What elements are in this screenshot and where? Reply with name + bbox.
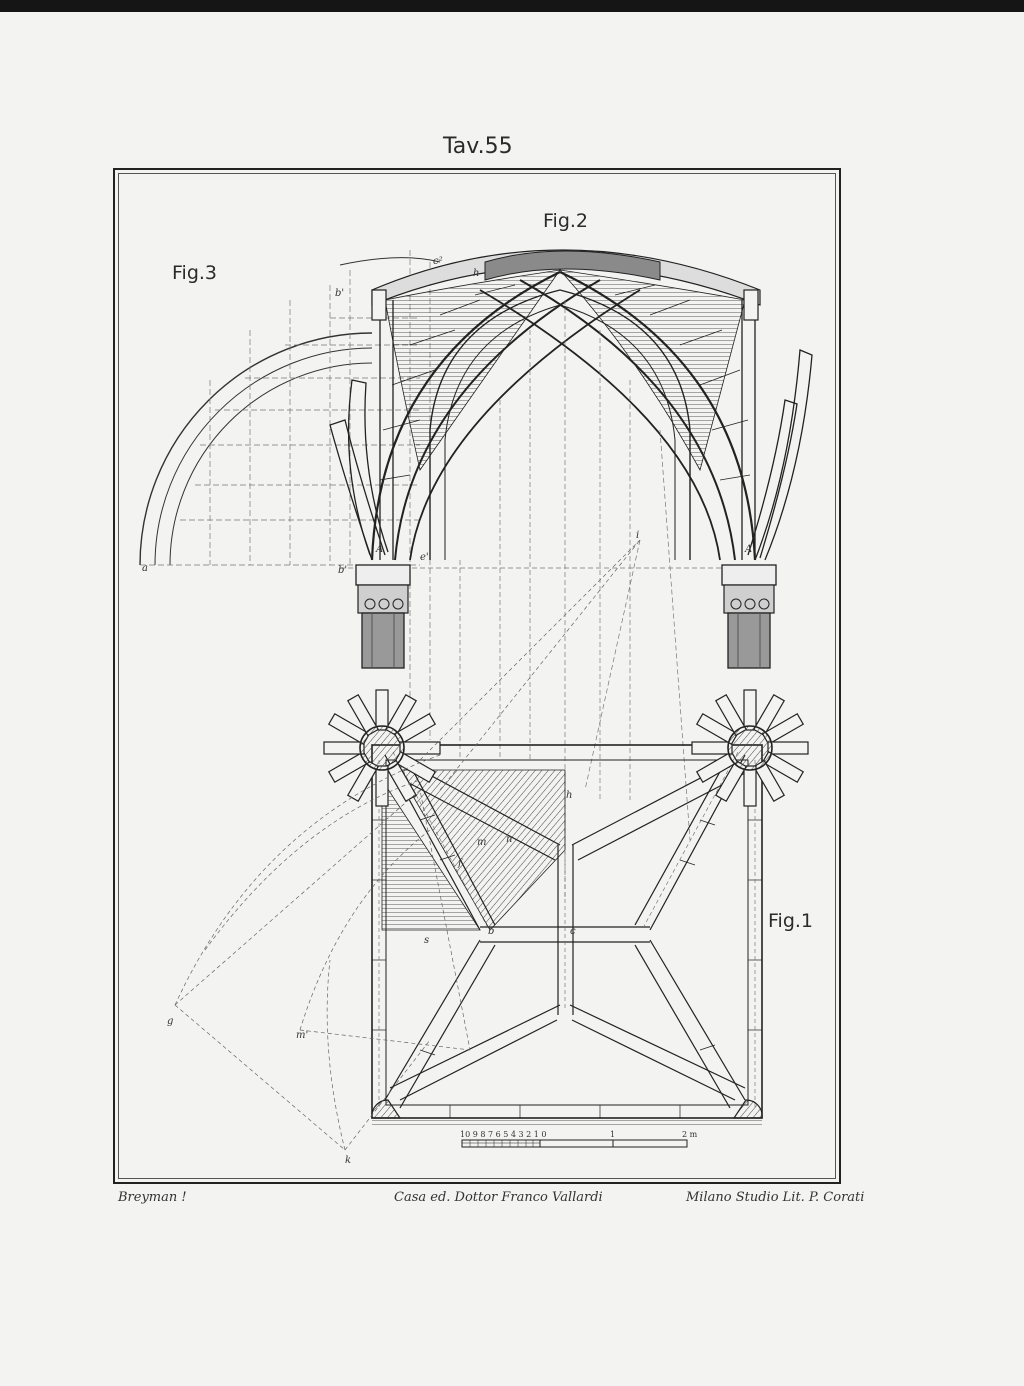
label-b2: b' <box>335 288 345 299</box>
label-i: i <box>636 530 640 541</box>
label-g: g <box>167 1016 174 1027</box>
label-A-left: A <box>376 544 384 555</box>
label-a: a <box>142 563 148 574</box>
label-b: b <box>488 926 495 937</box>
credit-draughtsman: Breyman ! <box>118 1190 187 1205</box>
fig1-label: Fig.1 <box>768 910 814 932</box>
credit-lithographer: Milano Studio Lit. P. Corati <box>686 1190 865 1205</box>
label-m: m <box>477 837 487 848</box>
fig3-label: Fig.3 <box>172 262 218 284</box>
left-column <box>356 565 410 668</box>
label-s: s <box>424 935 430 946</box>
label-c2: c² <box>433 256 443 267</box>
scale-unit: 2 m <box>682 1130 698 1139</box>
scale-ticks: 10 9 8 7 6 5 4 3 2 1 0 <box>460 1130 547 1139</box>
credit-publisher: Casa ed. Dottor Franco Vallardi <box>394 1190 603 1205</box>
label-n: n <box>506 834 513 845</box>
label-b1: b' <box>338 565 348 576</box>
label-h: h <box>566 790 573 801</box>
label-m1: m' <box>296 1030 309 1041</box>
scale-one: 1 <box>610 1130 616 1139</box>
right-column <box>722 565 776 668</box>
label-c: c <box>570 926 576 937</box>
scale-bar <box>462 1140 687 1147</box>
label-A-right: A <box>745 544 753 555</box>
label-f: f <box>458 858 462 869</box>
fig1-plan <box>372 745 762 1128</box>
corner-piers <box>372 1100 762 1118</box>
plate-title: Tav.55 <box>443 134 513 159</box>
label-e1: e' <box>420 552 429 563</box>
label-k: k <box>345 1155 352 1166</box>
label-h-top: h <box>473 268 480 279</box>
right-pier-plan <box>692 690 808 806</box>
fig2-label: Fig.2 <box>543 210 589 232</box>
